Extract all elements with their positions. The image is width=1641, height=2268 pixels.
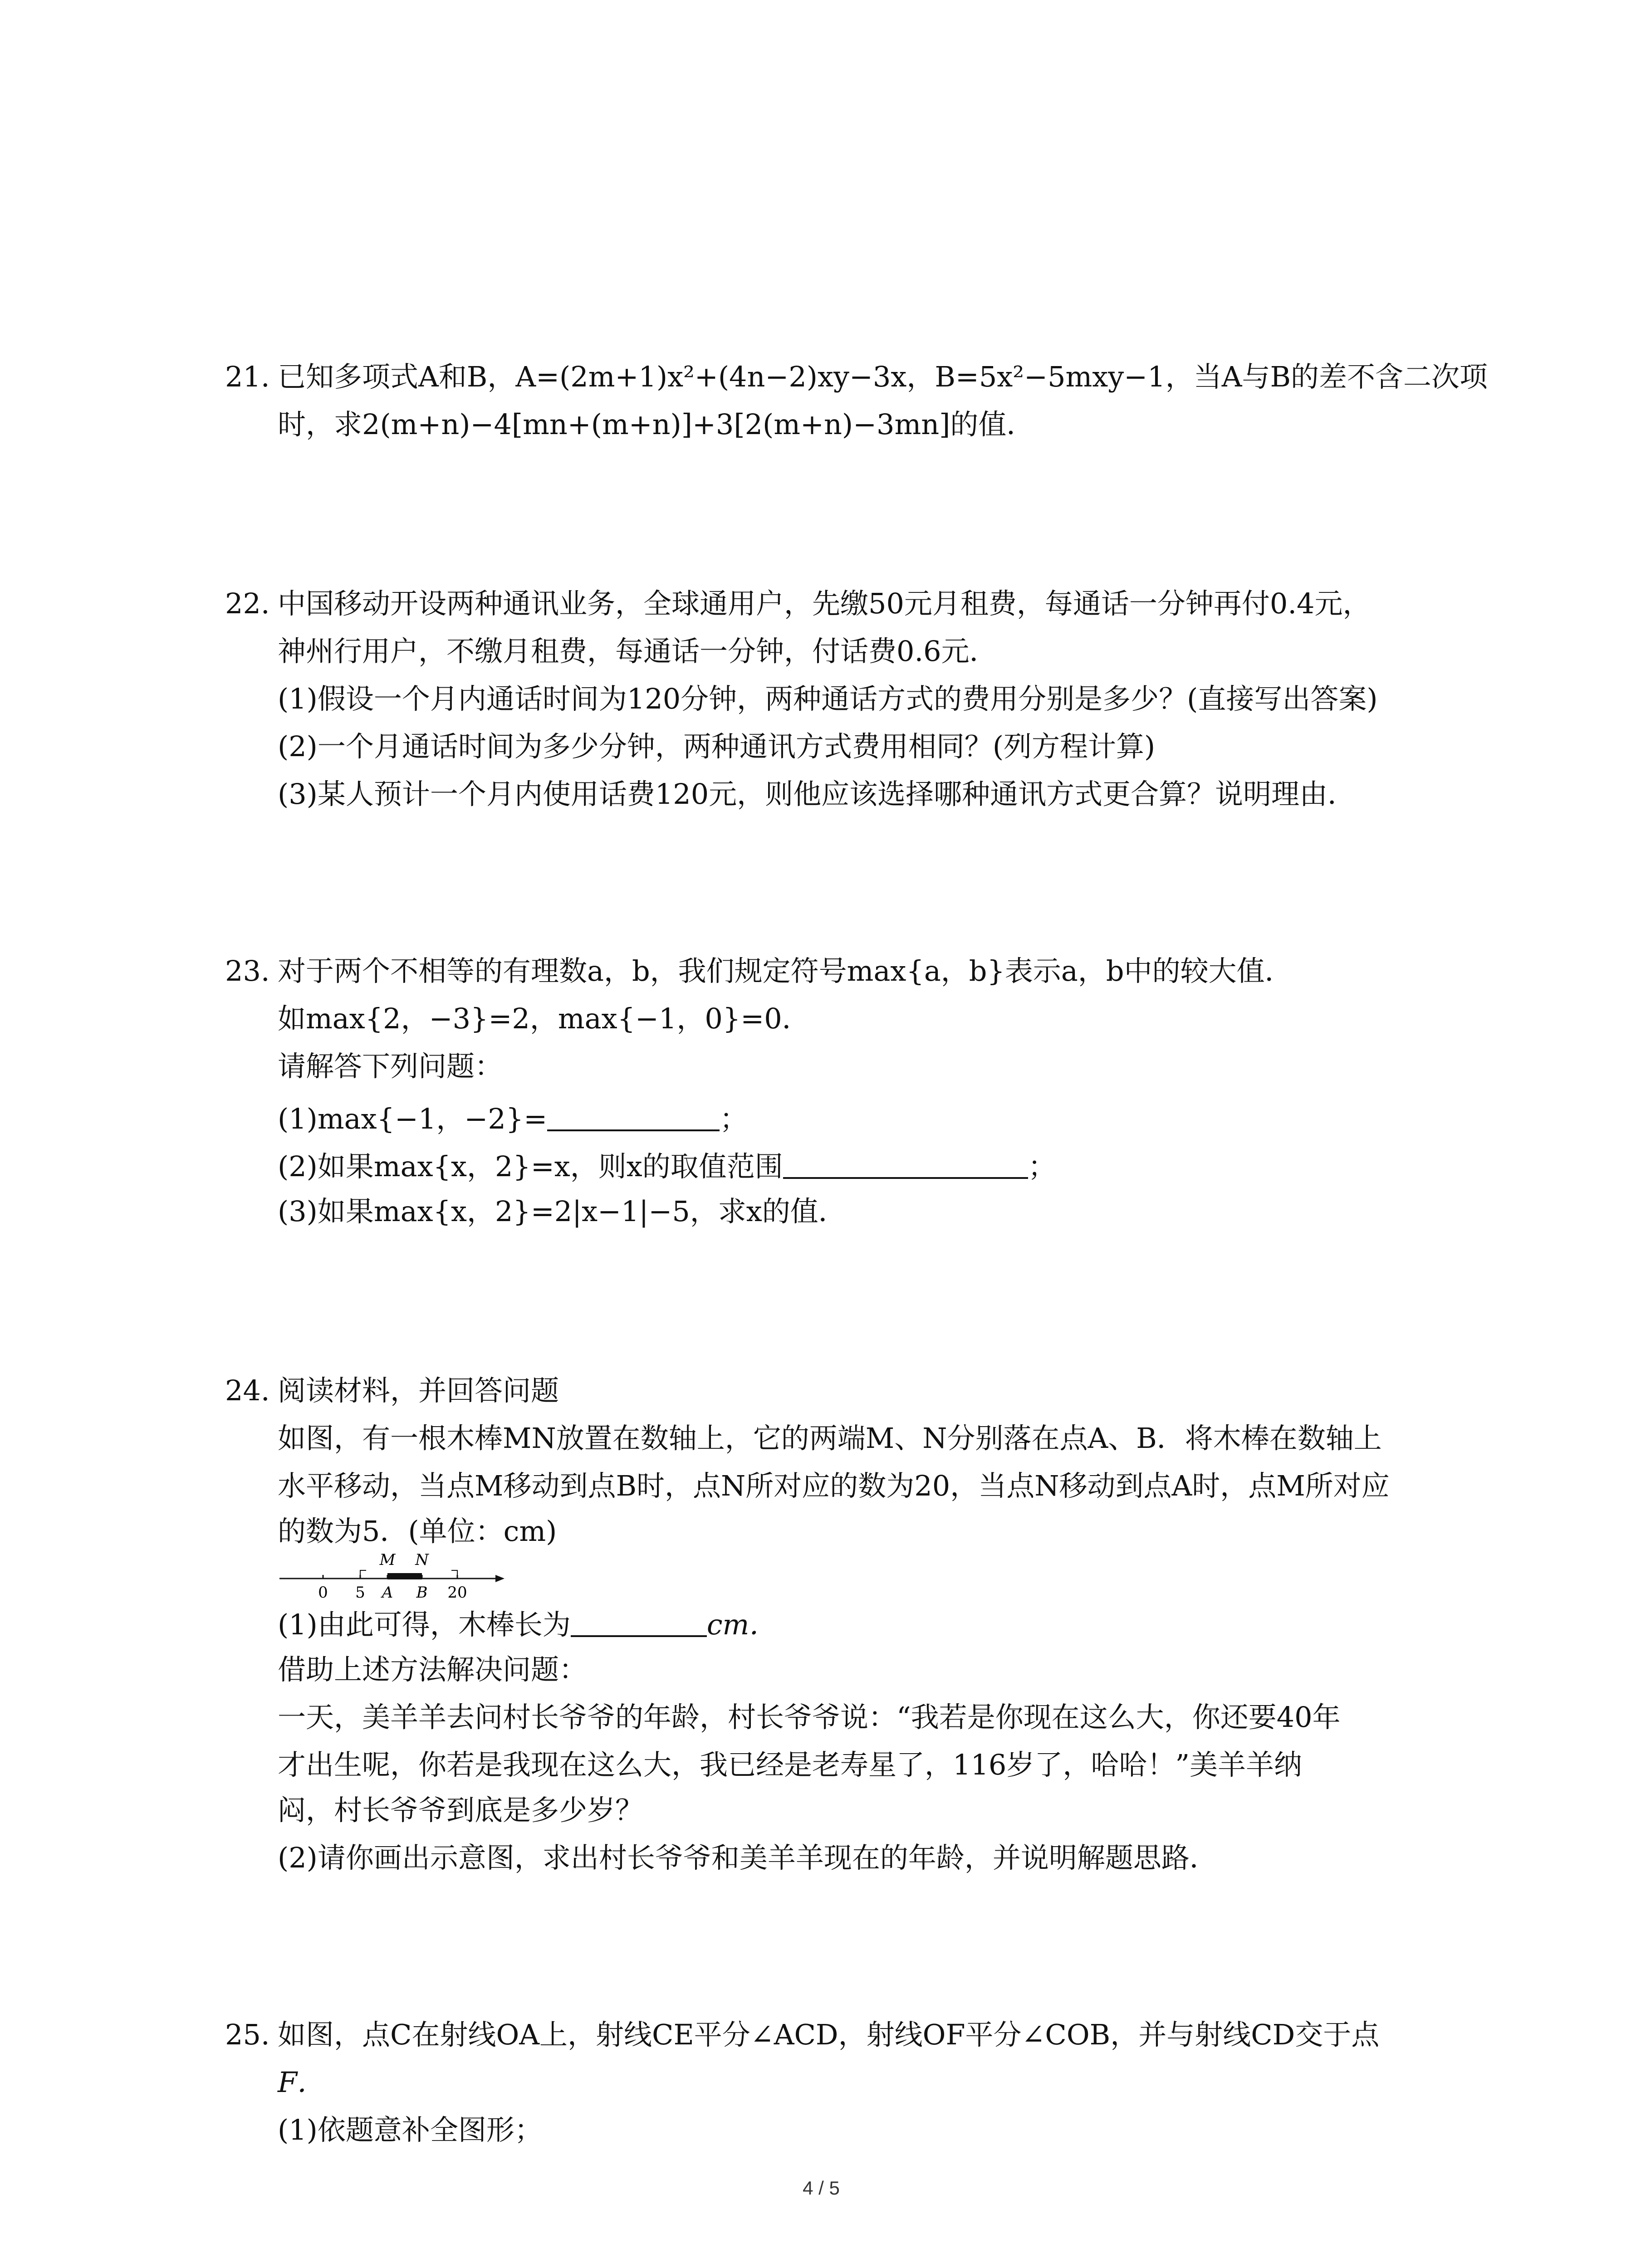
answer-blank xyxy=(547,1102,720,1131)
question-text: 时，求2(m+n)−4[mn+(m+n)]+3[2(m+n)−3mn]的值． xyxy=(278,408,1035,441)
question-number: 24. xyxy=(225,1374,270,1407)
question-text: 借助上述方法解决问题： xyxy=(278,1653,588,1686)
axis-arrow xyxy=(495,1575,505,1582)
question-text: 水平移动，当点M移动到点B时，点N所对应的数为20，当点N移动到点A时，点M所对应 xyxy=(278,1469,1390,1502)
tick-label: B xyxy=(416,1584,428,1601)
tick-label: 20 xyxy=(447,1584,467,1601)
sub-question-text: (2)如果max{x，2}=x，则x的取值范围 xyxy=(278,1150,783,1183)
tick-label: 5 xyxy=(355,1584,365,1601)
question-text: 已知多项式A和B，A=(2m+1)x²+(4n−2)xy−3x，B=5x²−5mxy−1，当A与B的差不含二次项 xyxy=(278,360,1488,393)
sub-question: (2)请你画出示意图，求出村长爷爷和美羊羊现在的年龄，并说明解题思路． xyxy=(278,1841,1218,1874)
bracket xyxy=(360,1570,366,1579)
tick-label: 0 xyxy=(318,1584,328,1601)
sub-question-text: (1)由此可得，木棒长为 xyxy=(278,1608,571,1641)
point-label-m: M xyxy=(379,1551,396,1569)
answer-blank xyxy=(783,1150,1028,1179)
page-number: 4 / 5 xyxy=(803,2177,840,2199)
answer-blank xyxy=(571,1608,707,1637)
sub-question-text: (1)max{−1，−2}= xyxy=(278,1102,548,1135)
point-label-n: N xyxy=(415,1551,429,1569)
bracket xyxy=(451,1570,457,1579)
instruction-text: 请解答下列问题： xyxy=(278,1050,503,1083)
question-text: 中国移动开设两种通讯业务，全球通用户，先缴50元月租费，每通话一分钟再付0.4元， xyxy=(278,587,1371,620)
question-text: 闷，村长爷爷到底是多少岁？ xyxy=(278,1794,644,1827)
question-text: F． xyxy=(278,2066,326,2099)
question-text: 才出生呢，你若是我现在这么大，我已经是老寿星了，116岁了，哈哈！”美羊羊纳 xyxy=(278,1748,1303,1781)
sub-question: (2)一个月通话时间为多少分钟，两种通讯方式费用相同？(列方程计算) xyxy=(278,730,1156,763)
question-text: 一天，美羊羊去问村长爷爷的年龄，村长爷爷说：“我若是你现在这么大，你还要40年 xyxy=(278,1701,1341,1734)
question-text: 如图，点C在射线OA上，射线CE平分∠ACD，射线OF平分∠COB，并与射线CD交于点 xyxy=(278,2018,1380,2051)
sub-question xyxy=(278,1150,1056,1181)
question-text: 如图，有一根木棒MN放置在数轴上，它的两端M、N分别落在点A、B．将木棒在数轴上 xyxy=(278,1422,1382,1455)
sub-question xyxy=(278,1102,748,1133)
sub-question xyxy=(278,1608,777,1639)
sub-question: (1)依题意补全图形； xyxy=(278,2113,543,2146)
question-number: 25. xyxy=(225,2018,270,2051)
unit-text: cm． xyxy=(706,1608,778,1641)
sub-question: (3)如果max{x，2}=2|x−1|−5，求x的值． xyxy=(278,1195,847,1228)
punctuation: ； xyxy=(720,1102,748,1135)
question-number: 23. xyxy=(225,954,270,987)
question-text: 神州行用户，不缴月租费，每通话一分钟，付话费0.6元． xyxy=(278,635,998,668)
example-text: 如max{2，−3}=2，max{−1，0}=0． xyxy=(278,1002,810,1035)
wooden-stick xyxy=(387,1573,422,1579)
question-text: 阅读材料，并回答问题 xyxy=(278,1374,559,1407)
number-line-figure xyxy=(278,1542,514,1601)
sub-question: (1)假设一个月内通话时间为120分钟，两种通话方式的费用分别是多少？(直接写出答案) xyxy=(278,682,1378,715)
question-number: 22. xyxy=(225,587,270,620)
tick-label: A xyxy=(382,1584,393,1601)
sub-question: (3)某人预计一个月内使用话费120元，则他应该选择哪种通讯方式更合算？说明理由． xyxy=(278,777,1356,811)
punctuation: ； xyxy=(1028,1150,1056,1183)
question-text: 对于两个不相等的有理数a，b，我们规定符号max{a，b}表示a，b中的较大值． xyxy=(278,954,1293,987)
question-number: 21. xyxy=(225,360,270,393)
question-text: 的数为5．(单位：cm) xyxy=(278,1515,557,1548)
